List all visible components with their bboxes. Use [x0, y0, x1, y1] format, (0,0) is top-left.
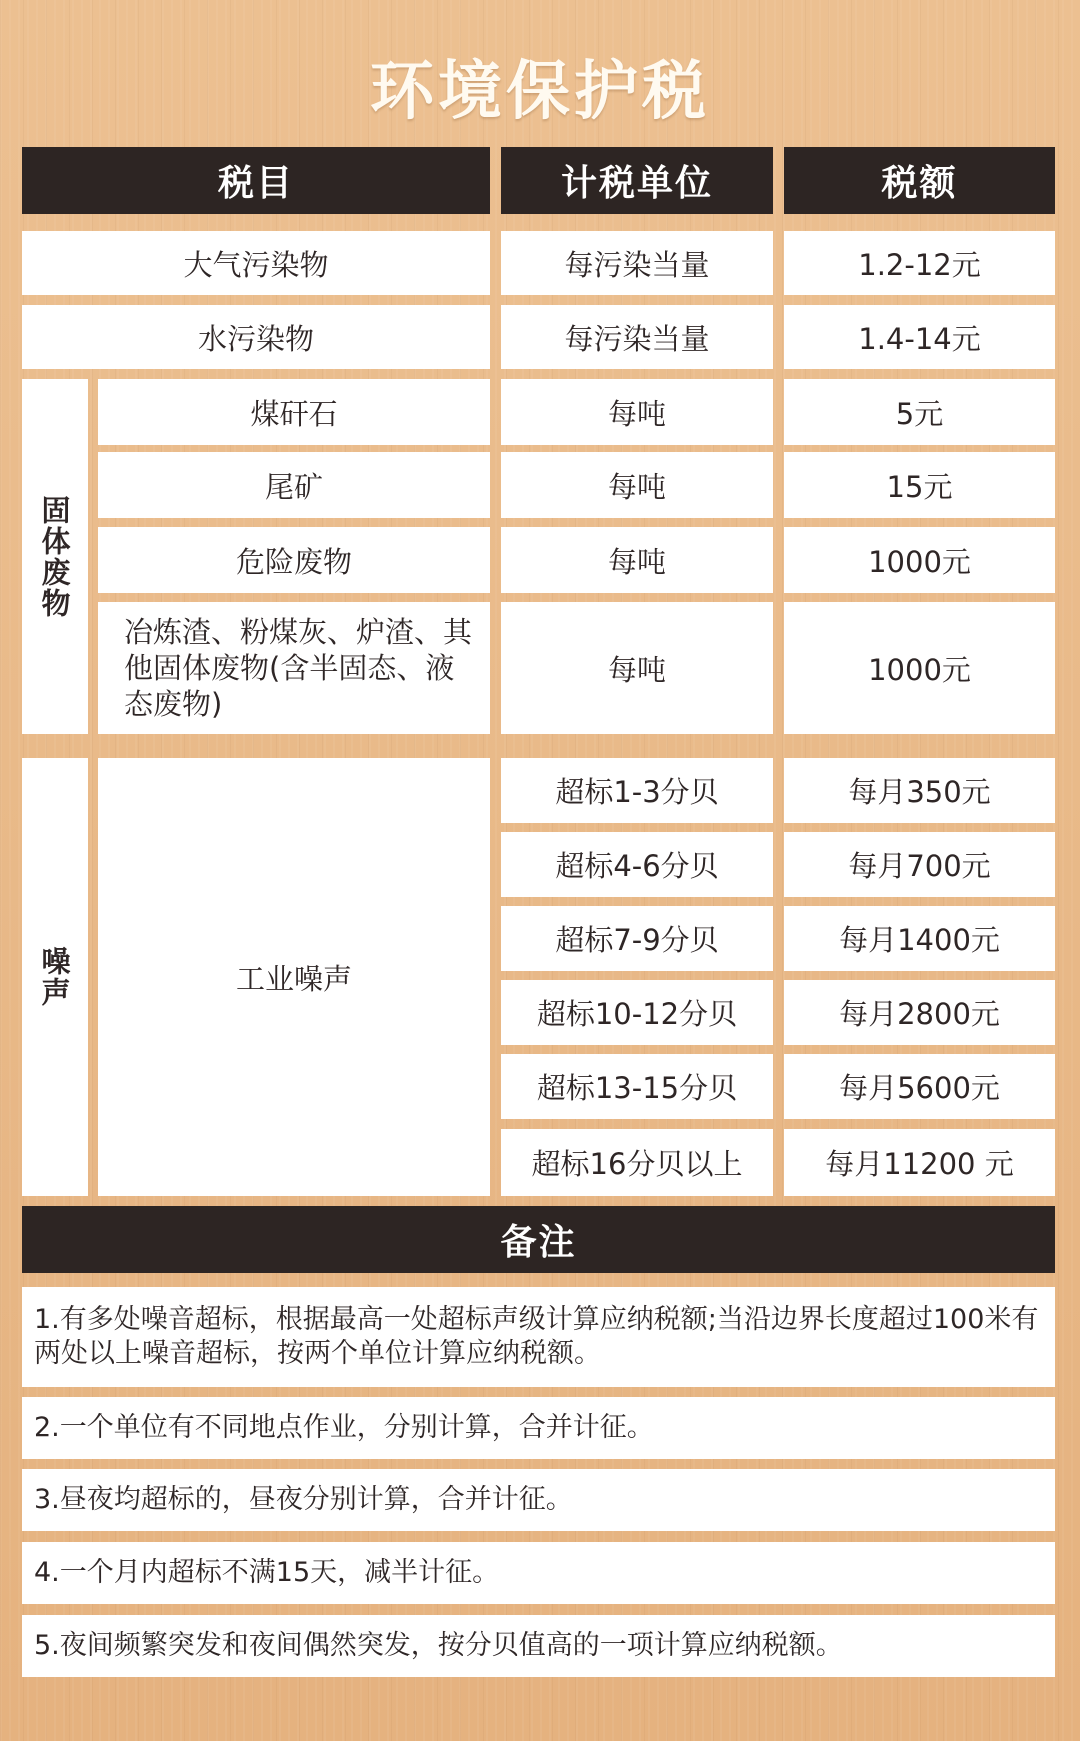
noise-unit-4: 超标10-12分贝 [501, 980, 773, 1045]
air-pollutant-item: 大气污染物 [22, 231, 490, 295]
coal-gangue-amount: 5元 [784, 379, 1055, 445]
other-solid-waste-item: 冶炼渣、粉煤灰、炉渣、其他固体废物(含半固态、液态废物) [98, 602, 490, 734]
water-pollutant-item: 水污染物 [22, 305, 490, 369]
note-2: 2.一个单位有不同地点作业，分别计算，合并计征。 [22, 1397, 1055, 1459]
other-solid-waste-amount: 1000元 [784, 602, 1055, 734]
note-5: 5.夜间频繁突发和夜间偶然突发，按分贝值高的一项计算应纳税额。 [22, 1615, 1055, 1677]
noise-amount-2: 每月700元 [784, 832, 1055, 897]
hazardous-waste-unit: 每吨 [501, 527, 773, 593]
tailings-amount: 15元 [784, 452, 1055, 518]
noise-amount-5: 每月5600元 [784, 1054, 1055, 1119]
coal-gangue-item: 煤矸石 [98, 379, 490, 445]
water-pollutant-unit: 每污染当量 [501, 305, 773, 369]
other-solid-waste-unit: 每吨 [501, 602, 773, 734]
noise-unit-1: 超标1-3分贝 [501, 758, 773, 823]
noise-amount-3: 每月1400元 [784, 906, 1055, 971]
note-1: 1.有多处噪音超标，根据最高一处超标声级计算应纳税额;当沿边界长度超过100米有两处以上噪音超标，按两个单位计算应纳税额。 [22, 1287, 1055, 1387]
notes-header: 备注 [22, 1206, 1055, 1273]
header-item: 税目 [22, 147, 490, 214]
header-amount: 税额 [784, 147, 1055, 214]
tailings-unit: 每吨 [501, 452, 773, 518]
noise-unit-3: 超标7-9分贝 [501, 906, 773, 971]
noise-amount-4: 每月2800元 [784, 980, 1055, 1045]
note-3: 3.昼夜均超标的，昼夜分别计算，合并计征。 [22, 1469, 1055, 1531]
noise-unit-5: 超标13-15分贝 [501, 1054, 773, 1119]
water-pollutant-amount: 1.4-14元 [784, 305, 1055, 369]
header-unit: 计税单位 [501, 147, 773, 214]
noise-unit-2: 超标4-6分贝 [501, 832, 773, 897]
page-title: 环境保护税 [370, 54, 710, 129]
solid-waste-label: 固体废物 [22, 379, 88, 734]
air-pollutant-amount: 1.2-12元 [784, 231, 1055, 295]
air-pollutant-unit: 每污染当量 [501, 231, 773, 295]
tailings-item: 尾矿 [98, 452, 490, 518]
noise-label: 噪声 [22, 758, 88, 1196]
hazardous-waste-item: 危险废物 [98, 527, 490, 593]
hazardous-waste-amount: 1000元 [784, 527, 1055, 593]
industrial-noise-item: 工业噪声 [98, 758, 490, 1196]
noise-unit-6: 超标16分贝以上 [501, 1129, 773, 1196]
noise-amount-1: 每月350元 [784, 758, 1055, 823]
note-4: 4.一个月内超标不满15天，减半计征。 [22, 1542, 1055, 1604]
coal-gangue-unit: 每吨 [501, 379, 773, 445]
noise-amount-6: 每月11200 元 [784, 1129, 1055, 1196]
